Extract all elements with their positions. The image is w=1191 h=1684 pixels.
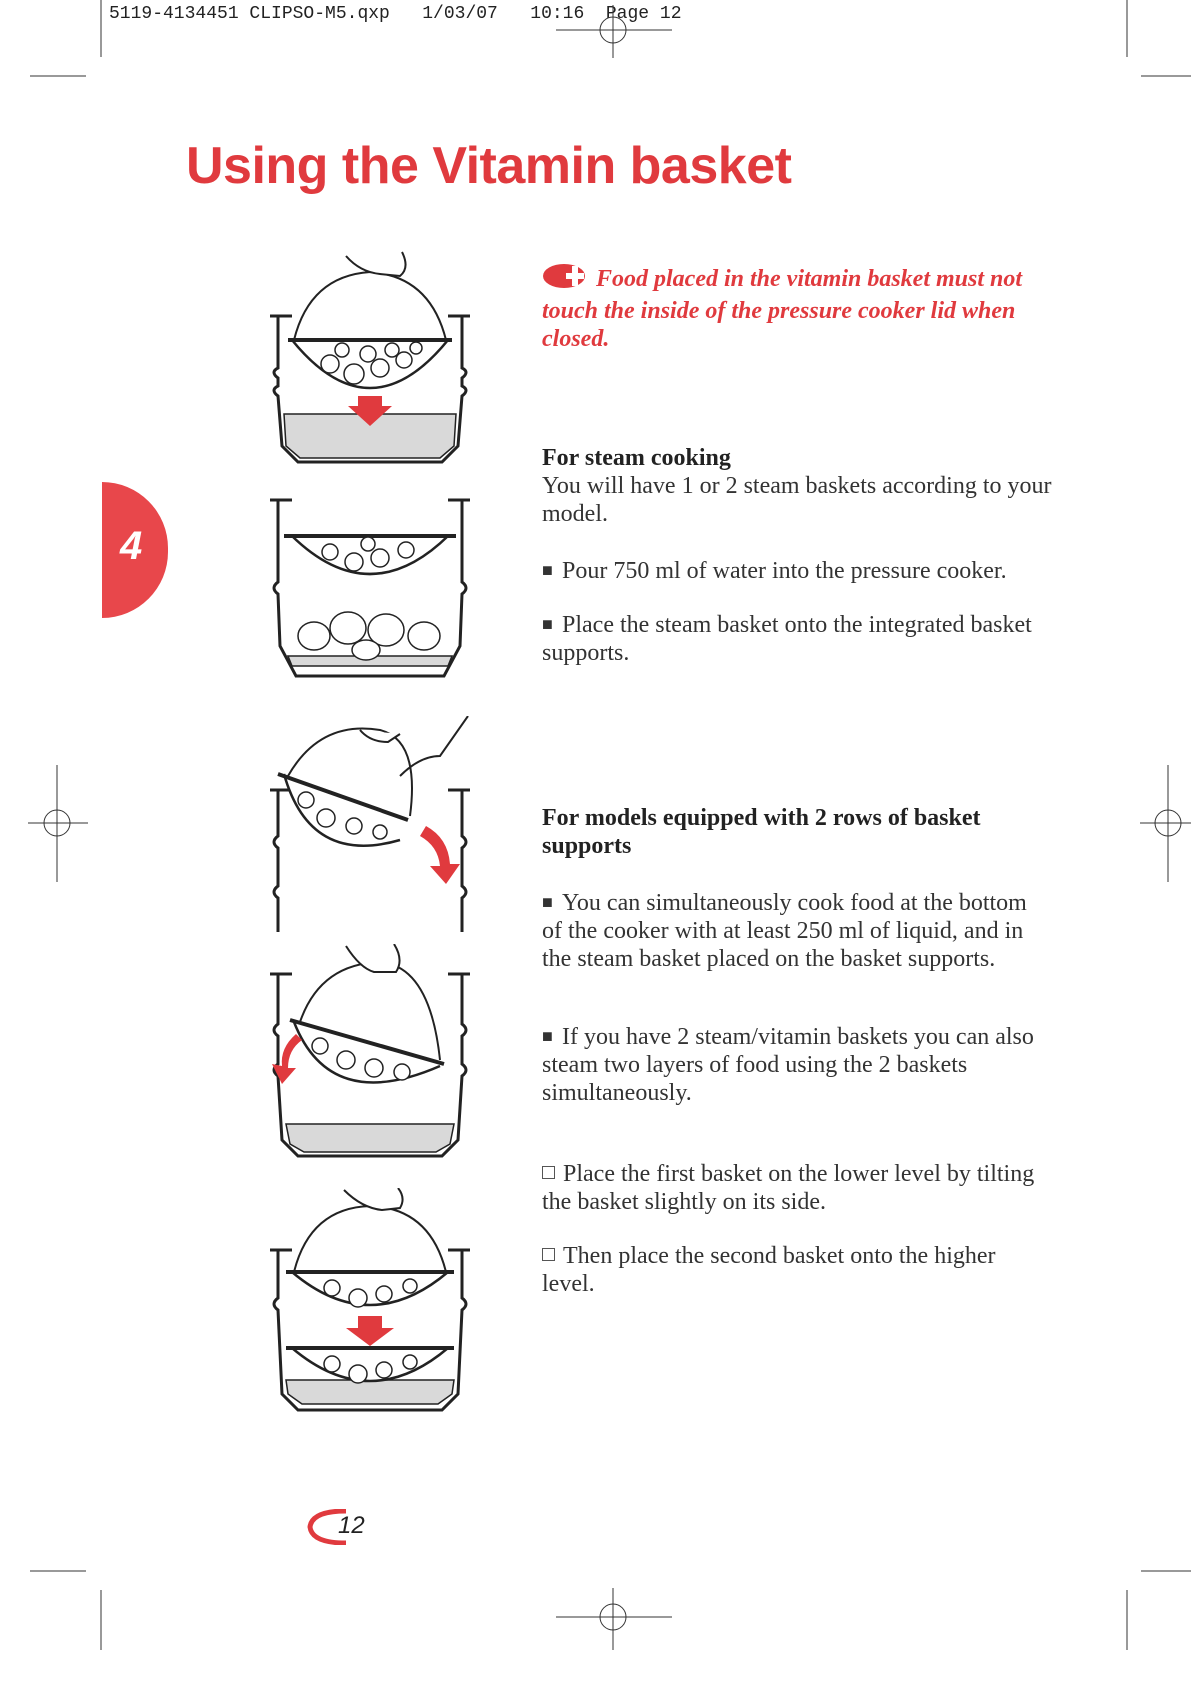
steam-bullet-1-text: Pour 750 ml of water into the pressure cooker.	[562, 558, 1007, 584]
chapter-number: 4	[120, 524, 143, 568]
illustration-two-baskets	[270, 1188, 470, 1418]
illustration-tilting-basket	[270, 716, 500, 936]
two-rows-bullet-2	[542, 1022, 1052, 1107]
print-slug: 5119-4134451 CLIPSO-M5.qxp 1/03/07 10:16 Page 12	[109, 4, 682, 24]
page-title: Using the Vitamin basket	[186, 137, 792, 195]
steam-bullet-1	[542, 556, 1052, 585]
illustration-lower-level	[270, 944, 470, 1164]
two-rows-sub-1-text: Place the first basket on the lower level by tilting the basket slightly on its side.	[542, 1161, 1035, 1215]
two-rows-heading: For models equipped with 2 rows of basket supports	[542, 805, 981, 859]
checkbox-bullet-icon	[542, 1166, 555, 1179]
two-rows-bullet-2-text: If you have 2 steam/vitamin baskets you can also steam two layers of food using the 2 baskets simultaneously.	[542, 1024, 1034, 1106]
two-rows-sub-1	[542, 1160, 1052, 1216]
warning-text: Food placed in the vitamin basket must not touch the inside of the pressure cooker lid when closed.	[542, 266, 1023, 352]
square-bullet-icon: ■	[542, 614, 553, 634]
page-number: 12	[338, 1512, 365, 1539]
square-bullet-icon: ■	[542, 892, 553, 912]
checkbox-bullet-icon	[542, 1248, 555, 1261]
steam-bullet-2	[542, 610, 1052, 667]
two-rows-sub-2-text: Then place the second basket onto the higher level.	[542, 1243, 996, 1297]
two-rows-bullet-1	[542, 888, 1052, 973]
two-rows-bullet-1-text: You can simultaneously cook food at the bottom of the cooker with at least 250 ml of liquid, and in the steam basket placed on the basket supports.	[542, 890, 1027, 972]
square-bullet-icon: ■	[542, 560, 553, 580]
warning-note	[542, 262, 1052, 353]
two-rows-sub-2	[542, 1242, 1052, 1298]
square-bullet-icon: ■	[542, 1026, 553, 1046]
steam-intro: You will have 1 or 2 steam baskets according to your model.	[542, 473, 1052, 527]
warning-icon	[542, 262, 590, 297]
illustration-steam-basket	[270, 496, 470, 686]
illustration-basket-lowering	[270, 246, 470, 466]
steam-bullet-2-text: Place the steam basket onto the integrated basket supports.	[542, 612, 1032, 666]
steam-heading: For steam cooking	[542, 445, 731, 471]
